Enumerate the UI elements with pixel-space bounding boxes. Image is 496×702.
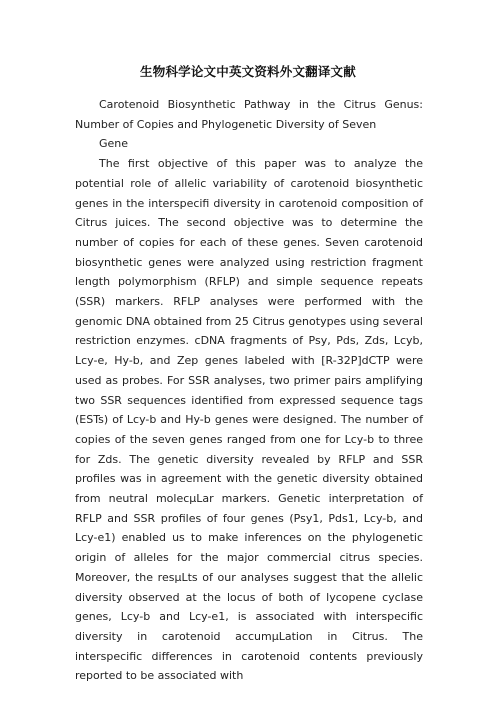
paper-heading-line-1: Carotenoid Biosynthetic Pathway in the Citrus Genus:: [99, 98, 423, 111]
document-title: 生物科学论文中英文资料外文翻译文献: [140, 64, 356, 79]
document-body: [75, 95, 423, 686]
paper-heading-line-2: Number of Copies and Phylogenetic Diversity of Seven: [75, 117, 377, 131]
paper-heading-line-3: Gene: [99, 137, 129, 151]
body-paragraph: The first objective of this paper was to analyze the potential role of allelic variability of carotenoid biosynthetic genes in the interspecifi diversity in carotenoid composition of Citrus juices. The second objective was to determine the number of copies for each of these genes. Seven carotenoid biosynthetic genes were analyzed using restriction fragment length polymorphism (RFLP) and simple sequence repeats (SSR) markers. RFLP analyses were performed with the genomic DNA obtained from 25 Citrus genotypes using several restriction enzymes. cDNA fragments of Psy, Pds, Zds, Lcyb, Lcy-e, Hy-b, and Zep genes labeled with [R-32P]dCTP were used as probes. For SSR analyses, two primer pairs amplifying two SSR sequences identified from expressed sequence tags (ESTs) of Lcy-b and Hy-b genes were designed. The number of copies of the seven genes ranged from one for Lcy-b to three for Zds. The genetic diversity revealed by RFLP and SSR profiles was in agreement with the genetic diversity obtained from neutral molecμLar markers. Genetic interpretation of RFLP and SSR profiles of four genes (Psy1, Pds1, Lcy-b, and Lcy-e1) enabled us to make inferences on the phylogenetic origin of alleles for the major commercial citrus species. Moreover, the resμLts of our analyses suggest that the allelic diversity observed at the locus of both of lycopene cyclase genes, Lcy-b and Lcy-e1, is associated with interspecific diversity in carotenoid accumμLation in Citrus. The interspecific differences in carotenoid contents previously reported to be associated with: [75, 157, 423, 683]
